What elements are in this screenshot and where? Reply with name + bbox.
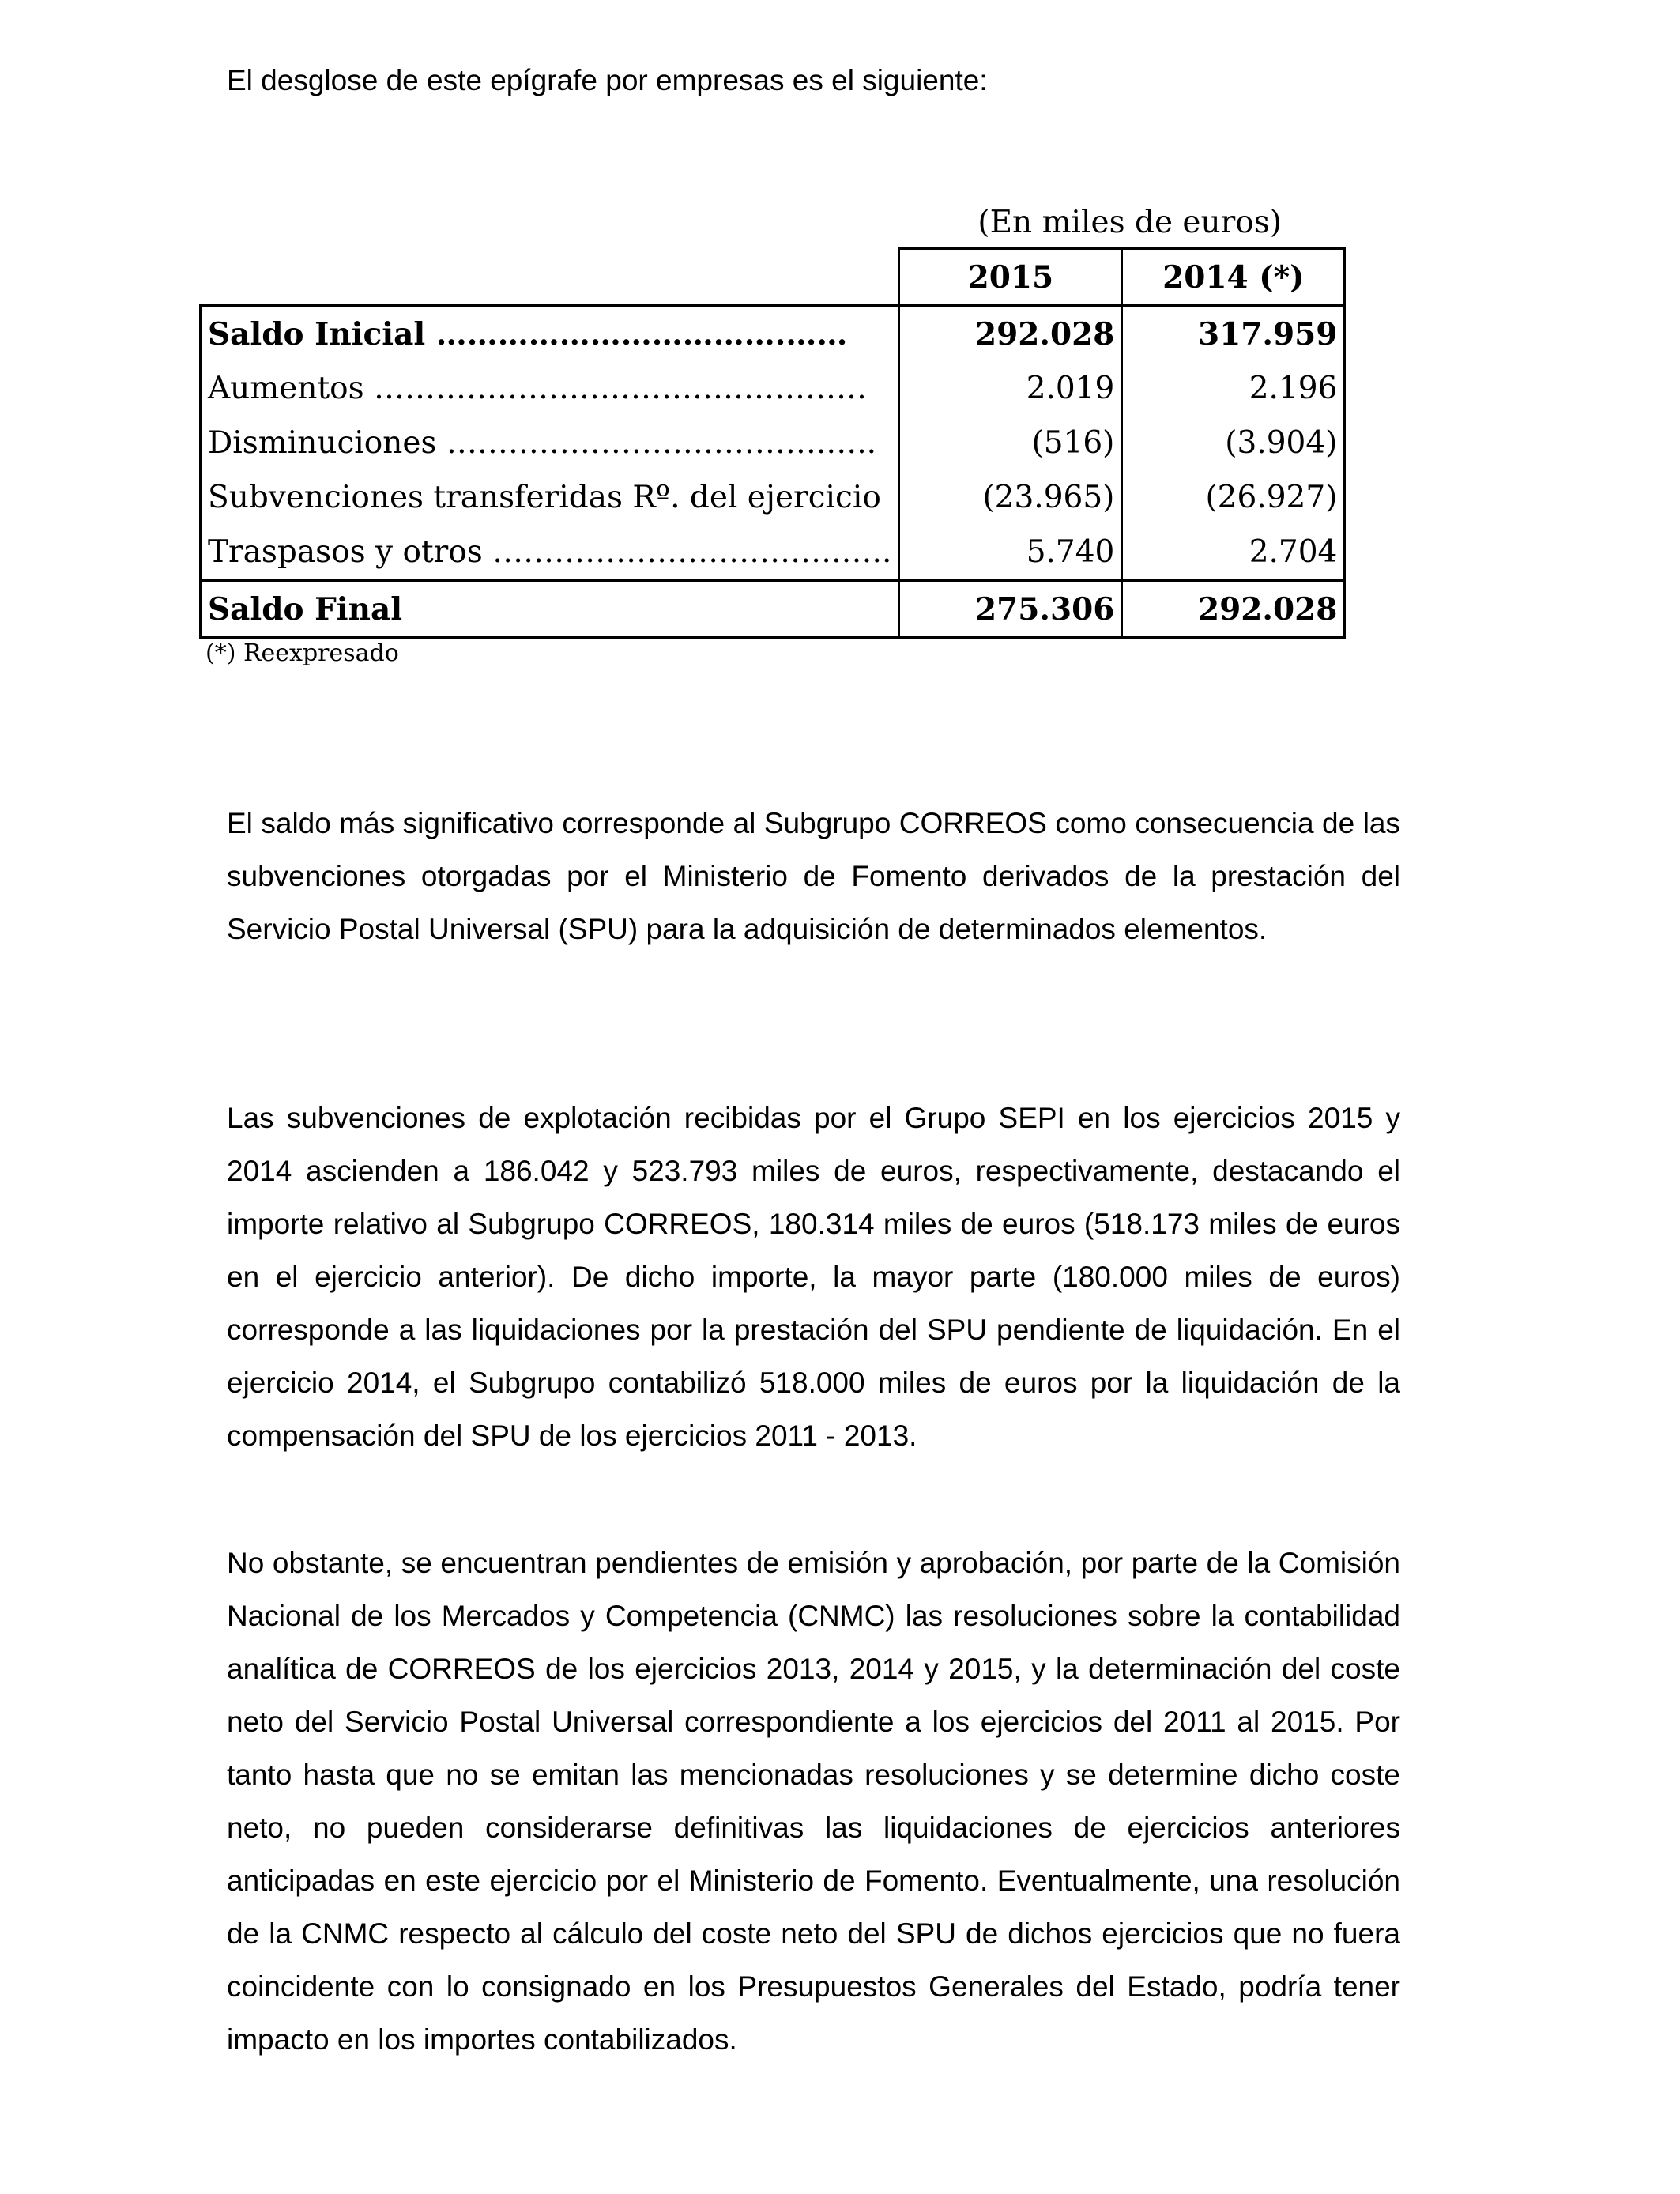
row-label: Subvenciones transferidas Rº. del ejercicio xyxy=(201,470,899,525)
row-label: Traspasos y otros …………………………….….. xyxy=(201,525,899,581)
table-row xyxy=(201,361,1345,416)
table-footnote: (*) Reexpresado xyxy=(205,639,399,667)
paragraph-1: El saldo más significativo corresponde al Subgrupo CORREOS como consecuencia de las subvenciones otorgadas por el Ministerio de Fomento derivados de la prestación del Servicio Postal Universal (SPU) para la adquisición de determinados elementos. xyxy=(227,807,1400,945)
row-label: Saldo Final xyxy=(201,581,899,638)
table-row xyxy=(201,525,1345,581)
value-2014: 2.196 xyxy=(1122,361,1345,416)
column-header-2014: 2014 (*) xyxy=(1122,249,1345,306)
value-2014: (3.904) xyxy=(1122,416,1345,470)
value-2015: (516) xyxy=(899,416,1122,470)
row-label: Disminuciones ……………………………….….. xyxy=(201,416,899,470)
row-label: Aumentos ………………………………………… xyxy=(201,361,899,416)
value-2015: 292.028 xyxy=(899,306,1122,362)
value-2014: 317.959 xyxy=(1122,306,1345,362)
table-header-row xyxy=(201,249,1345,306)
column-header-2015: 2015 xyxy=(899,249,1122,306)
table-units-caption: (En miles de euros) xyxy=(977,205,1282,240)
row-label: Saldo Inicial …………………………….…… xyxy=(201,306,899,362)
value-2015: 5.740 xyxy=(899,525,1122,581)
table-row xyxy=(201,306,1345,362)
value-2015: (23.965) xyxy=(899,470,1122,525)
value-2015: 2.019 xyxy=(899,361,1122,416)
intro-text: El desglose de este epígrafe por empresas es el siguiente: xyxy=(227,64,988,96)
table-row xyxy=(201,470,1345,525)
paragraph-2: Las subvenciones de explotación recibidas por el Grupo SEPI en los ejercicios 2015 y 2014 ascienden a 186.042 y 523.793 miles de euros, respectivamente, destacando el importe relativo al Subgrupo CORREOS, 180.314 miles de euros (518.173 miles de euros en el ejercicio anterior). De dicho importe, la mayor parte (180.000 miles de euros) corresponde a las liquidaciones por la prestación del SPU pendiente de liquidación. En el ejercicio 2014, el Subgrupo contabilizó 518.000 miles de euros por la liquidación de la compensación del SPU de los ejercicios 2011 - 2013. xyxy=(227,1102,1400,1452)
movements-table xyxy=(199,247,1346,639)
value-2015: 275.306 xyxy=(899,581,1122,638)
table-total-row xyxy=(201,581,1345,638)
value-2014: 2.704 xyxy=(1122,525,1345,581)
table-row xyxy=(201,416,1345,470)
paragraph-3: No obstante, se encuentran pendientes de emisión y aprobación, por parte de la Comisión Nacional de los Mercados y Competencia (CNMC) las resoluciones sobre la contabilidad analítica de CORREOS de los ejercicios 2013, 2014 y 2015, y la determinación del coste neto del Servicio Postal Universal correspondiente a los ejercicios del 2011 al 2015. Por tanto hasta que no se emitan las mencionadas resoluciones y se determine dicho coste neto, no pueden considerarse definitivas las liquidaciones de ejercicios anteriores anticipadas en este ejercicio por el Ministerio de Fomento. Eventualmente, una resolución de la CNMC respecto al cálculo del coste neto del SPU de dichos ejercicios que no fuera coincidente con lo consignado en los Presupuestos Generales del Estado, podría tener impacto en los importes contabilizados. xyxy=(227,1547,1400,2056)
value-2014: (26.927) xyxy=(1122,470,1345,525)
value-2014: 292.028 xyxy=(1122,581,1345,638)
